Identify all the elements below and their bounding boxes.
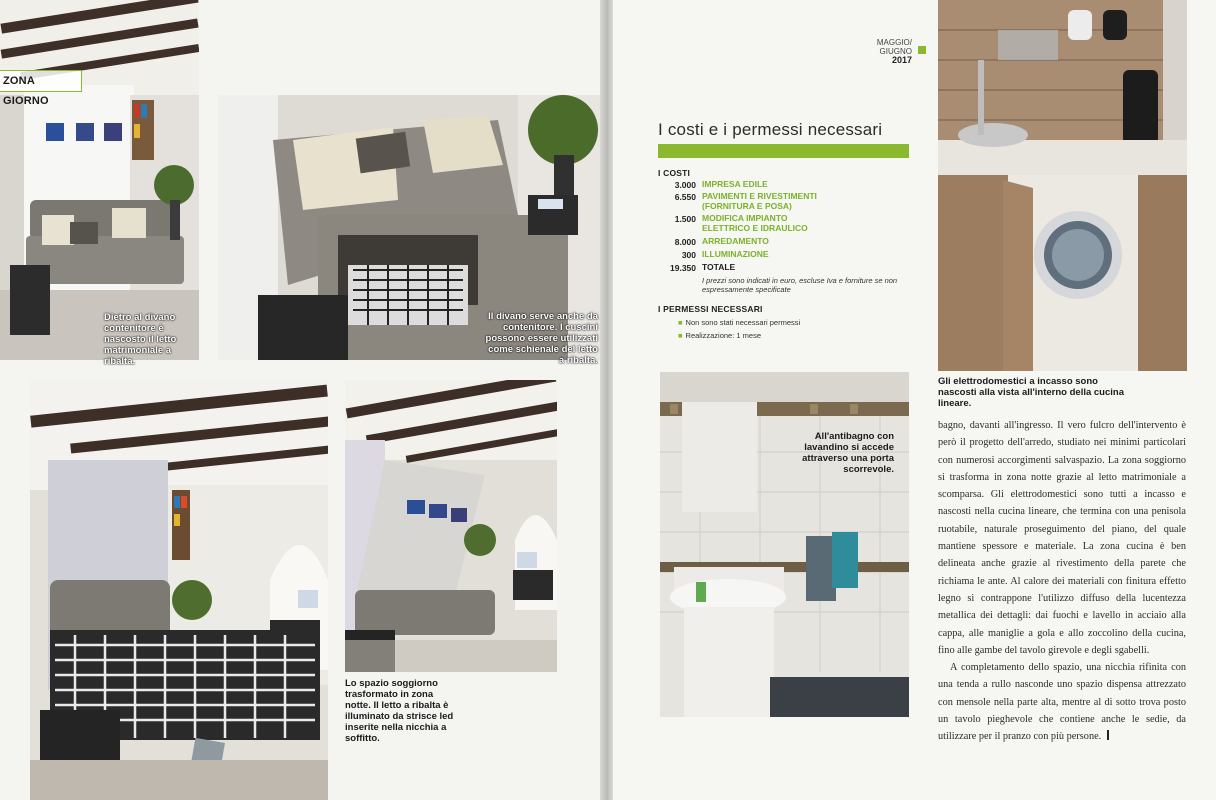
bullet-icon: ■ — [678, 318, 683, 327]
cost-row — [658, 237, 918, 249]
caption-kitchen: Gli elettrodomestici a incasso sono nascosti alla vista all'interno della cucina lineare. — [938, 376, 1124, 409]
left-page — [0, 0, 603, 800]
end-mark — [1107, 730, 1109, 740]
photo-bed-night-zone — [30, 380, 328, 800]
cost-amount: 1.500 — [674, 214, 696, 224]
caption-sofa-small: Dietro al divano contenitore è nascosto il letto matrimoniale a ribalta. — [104, 312, 177, 367]
cost-label: ILLUMINAZIONE — [702, 249, 769, 259]
caption-bed-night: Lo spazio soggiorno trasformato in zona notte. Il letto a ribalta è illuminato da strisce led inserite nella nicchia a soffitto. — [345, 678, 454, 744]
costs-heading: I COSTI — [658, 168, 691, 178]
permit-text: Realizzazione: 1 mese — [685, 331, 761, 340]
cost-label: ARREDAMENTO — [702, 236, 769, 246]
photo-living-room-sofa — [0, 0, 199, 360]
cost-row — [658, 250, 918, 262]
permits-heading: I PERMESSI NECESSARI — [658, 304, 763, 314]
title-green-bar — [658, 144, 909, 158]
cost-label: PAVIMENTI E RIVESTIMENTI (FORNITURA E POSA) — [702, 191, 817, 211]
cost-label: MODIFICA IMPIANTO ELETTRICO E IDRAULICO — [702, 213, 808, 233]
photo-bed-folding — [345, 380, 557, 672]
cost-amount: 300 — [681, 250, 696, 260]
article-paragraph: bagno, davanti all'ingresso. Il vero fulcro dell'intervento è però il progetto dell'arredo, studiato nei minimi particolari con numerosi accorgimenti salvaspazio. La zona soggiorno si trasforma in zona notte grazie al letto matrimoniale a scomparsa. Gli elettrodomestici sono tutti a incasso e nascosti nella cucina lineare, che termina con una penisola ruotabile, naturale proseguimento del piano, del quale mantiene spessore e materiale. La zona cucina è ben delineata anche grazie al rivestimento della parete che richiama le ante. Al calore dei materiali con finitura effetto legno si contrappone l'utilizzo diffuso della lucentezza metallica dei dettagli: dai fuochi e lavello in acciaio alla cappa, alle maniglie a gola e allo zoccolino della cucina, fino alle gambe del tavolo girevole e degli sgabelli. — [938, 420, 1186, 656]
costs-box-title: I costi e i permessi necessari — [658, 120, 883, 139]
cost-total-amount: 19.350 — [670, 263, 696, 273]
cost-row — [658, 191, 918, 211]
photo-bathroom — [660, 372, 909, 717]
caption-bathroom: All'antibagno con lavandino si accede attraverso una porta scorrevole. — [802, 431, 894, 475]
cost-row — [658, 213, 918, 233]
cost-amount: 6.550 — [674, 192, 696, 202]
permit-item — [678, 318, 800, 327]
article-paragraph-text: A completamento dello spazio, una nicchia rifinita con una tenda a rullo nasconde uno spazio dispensa attrezzato con mensole nella parte alta, mentre al di sotto trova posto un tavolo pieghevole che contiene anche le sedie, da utilizzare per il pranzo con più persone. — [938, 662, 1186, 743]
article-body — [938, 417, 1186, 746]
photo-kitchen — [938, 0, 1187, 371]
permit-item — [678, 331, 761, 340]
caption-sofa-open: Il divano serve anche da contenitore. I cuscini possono essere utilizzati come schienale del letto a ribalta. — [485, 311, 598, 366]
cost-label: IMPRESA EDILE — [702, 179, 768, 189]
cost-amount: 3.000 — [674, 180, 696, 190]
cost-total-row — [658, 263, 918, 275]
issue-month: MAGGIO/ GIUGNO — [876, 38, 912, 56]
cost-amount: 8.000 — [674, 237, 696, 247]
section-tag: ZONA GIORNO — [0, 70, 82, 92]
issue-year: 2017 — [891, 55, 912, 65]
article-paragraph — [938, 659, 1186, 745]
bullet-icon: ■ — [678, 331, 683, 340]
permit-text: Non sono stati necessari permessi — [685, 318, 801, 327]
issue-marker — [918, 46, 926, 54]
cost-total-label: TOTALE — [702, 262, 736, 272]
costs-note: I prezzi sono indicati in euro, escluse Iva e forniture se non espressamente specificate — [702, 276, 898, 294]
issue-label — [862, 38, 912, 65]
